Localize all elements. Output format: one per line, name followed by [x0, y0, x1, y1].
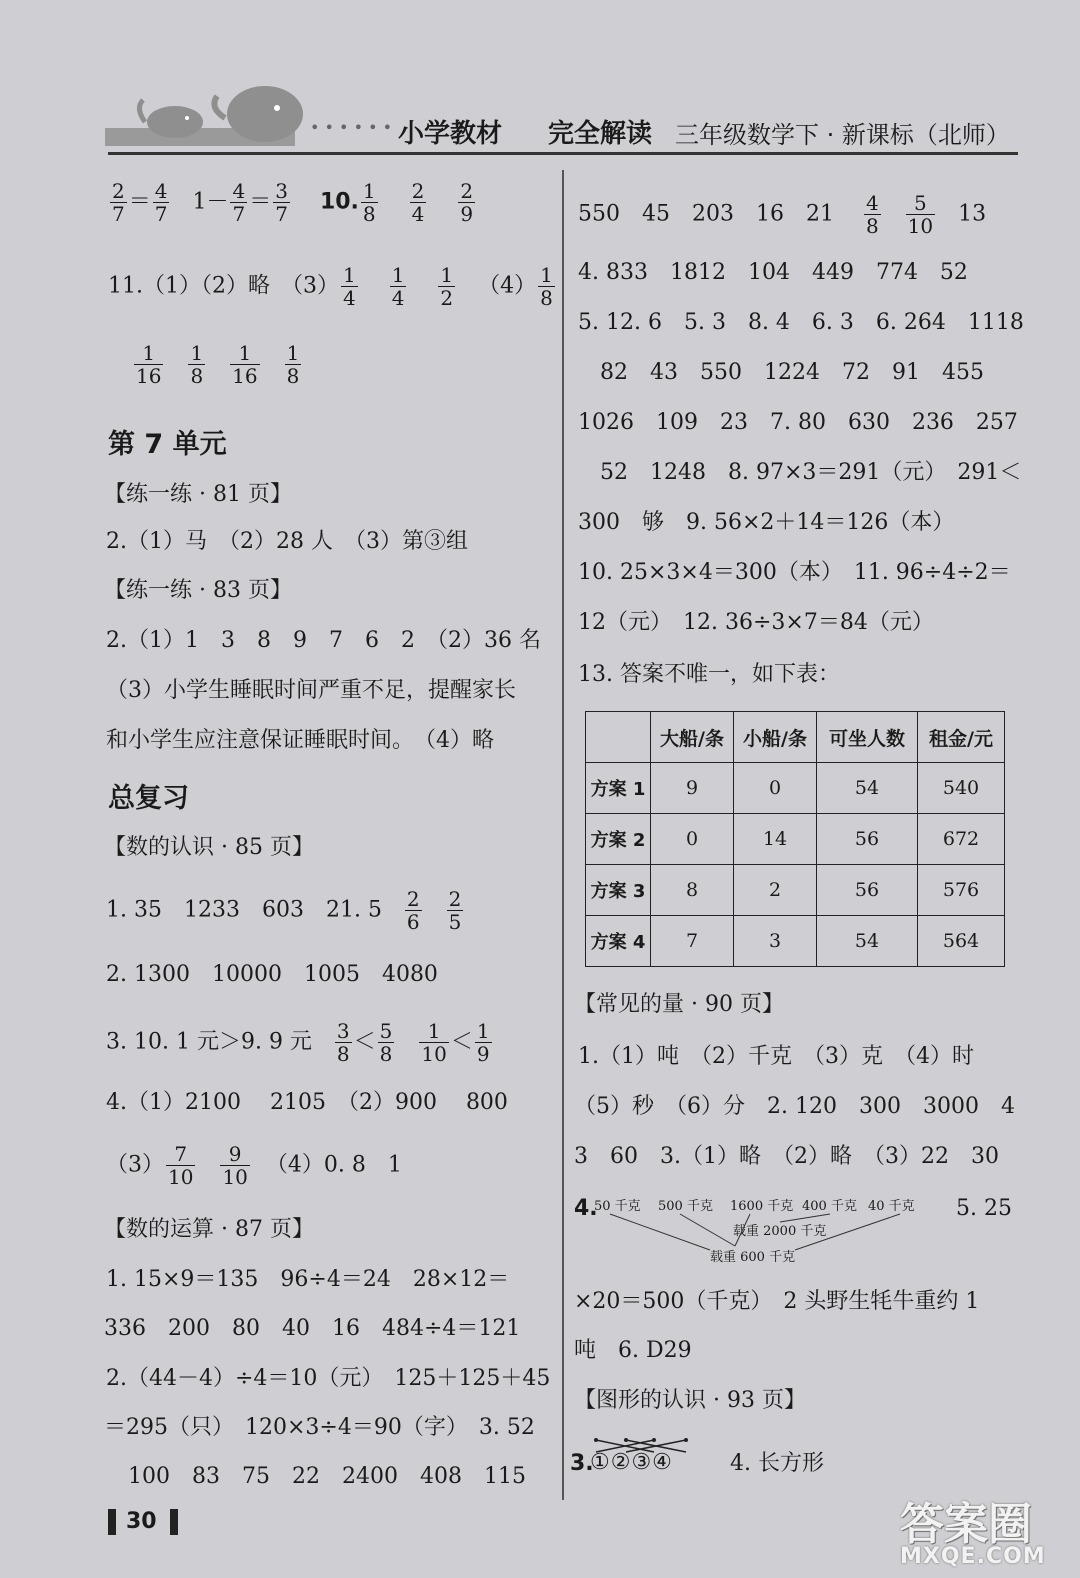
section-title: 总复习	[108, 783, 189, 814]
answer-line: 3 60 3.（1）略 （2）略 （3）22 30	[574, 1144, 999, 1169]
page-marker	[108, 1509, 116, 1535]
table-cell: 56	[817, 814, 918, 865]
weight-label: 40 千克	[868, 1199, 915, 1214]
page-marker	[170, 1509, 178, 1535]
table-cell: 方案 3	[586, 865, 651, 916]
table-header-row	[586, 712, 1005, 763]
answer-line: ×20＝500（千克） 2 头野生牦牛重约 1	[574, 1289, 980, 1314]
table-cell: 54	[817, 916, 918, 967]
subsection-title: 【图形的认识 · 93 页】	[574, 1388, 806, 1413]
answer-line: （3）小学生睡眠时间严重不足，提醒家长	[106, 678, 516, 703]
question-number: 4.	[574, 1196, 598, 1221]
subsection-title: 【数的认识 · 85 页】	[104, 835, 314, 860]
table-header-cell: 大船/条	[651, 712, 734, 763]
header-divider	[108, 152, 1018, 155]
answer-line: （3） $\frac{7}{10}$ $\frac{9}{10}$ （4）0. 8 1	[106, 1142, 402, 1189]
answer-line: $\frac{1}{16}$ $\frac{1}{8}$ $\frac{1}{16}$ $\frac{1}{8}$	[136, 341, 300, 388]
answer-line: 2.（44－4）÷4＝10（元） 125＋125＋45	[106, 1366, 551, 1391]
answer-line: 1. 15×9＝135 96÷4＝24 28×12＝	[106, 1267, 510, 1292]
header-title: 小学教材	[398, 119, 503, 149]
subsection-title: 【数的运算 · 87 页】	[104, 1217, 314, 1242]
table-header-cell: 可坐人数	[817, 712, 918, 763]
watermark-logo: 答案圈	[900, 1499, 1032, 1550]
truck-label: 载重 2000 千克	[733, 1224, 827, 1239]
table-cell: 540	[918, 763, 1005, 814]
table-cell: 8	[651, 865, 734, 916]
answer-line: 11.（1）（2）略 （3） $\frac{1}{4}$ $\frac{1}{4}$ $\frac{1}{2}$ （4） $\frac{1}{8}$	[108, 263, 553, 310]
table-row	[586, 763, 1005, 814]
answer-line: （5）秒 （6）分 2. 120 300 3000 4	[574, 1094, 1015, 1119]
table-cell: 576	[918, 865, 1005, 916]
table-row	[586, 814, 1005, 865]
answer-line: 4. 833 1812 104 449 774 52	[578, 260, 968, 285]
table-cell: 54	[817, 763, 918, 814]
table-cell: 3	[734, 916, 817, 967]
table-cell: 2	[734, 865, 817, 916]
table-header-cell	[586, 712, 651, 763]
table-cell: 56	[817, 865, 918, 916]
answer-line: 4.（1）2100 2105 （2）900 800	[106, 1090, 508, 1115]
fraction: $\frac{2}{7}$	[112, 179, 125, 226]
answer-line: 2.（1）马 （2）28 人 （3）第③组	[106, 529, 468, 554]
table-cell: 7	[651, 916, 734, 967]
table-row	[586, 865, 1005, 916]
weight-label: 1600 千克	[730, 1199, 794, 1214]
answer-line: 3. 10. 1 元＞9. 9 元 $\frac{3}{8}$ ＜ $\frac{5}{8}$ $\frac{1}{10}$ ＜ $\frac{1}{9}$	[106, 1019, 490, 1066]
answer-line: 336 200 80 40 16 484÷4＝121	[104, 1316, 521, 1341]
table-cell: 方案 2	[586, 814, 651, 865]
table-cell: 0	[734, 763, 817, 814]
answer-line: 1.（1）吨 （2）千克 （3）克 （4）时	[578, 1044, 974, 1069]
answer-line: 82 43 550 1224 72 91 455	[600, 360, 984, 385]
section-title: 第 7 单元	[108, 429, 227, 460]
answer-line: 550 45 203 16 21 $\frac{4}{8}$ $\frac{5}{10}$ 13	[578, 191, 987, 238]
table-row	[586, 916, 1005, 967]
answer-line: ＝295（只） 120×3÷4＝90（字） 3. 52	[104, 1415, 535, 1440]
table-header-cell: 租金/元	[918, 712, 1005, 763]
question-number: 3.	[570, 1451, 594, 1476]
answer-line: 300 够 9. 56×2＋14＝126（本）	[578, 510, 955, 535]
table-cell: 564	[918, 916, 1005, 967]
header-subtitle: 三年级数学下 · 新课标（北师）	[675, 121, 1010, 149]
answer-line: 4. 长方形	[730, 1451, 824, 1476]
truck-label: 载重 600 千克	[710, 1250, 796, 1265]
answer-line: 10. 25×3×4＝300（本） 11. 96÷4÷2＝	[578, 560, 1011, 585]
table-header-cell: 小船/条	[734, 712, 817, 763]
plan-table	[585, 711, 1005, 967]
answer-line: 1026 109 23 7. 80 630 236 257	[578, 410, 1018, 435]
circled-numbers: ①②③④	[590, 1450, 673, 1475]
answer-line: 2. 1300 10000 1005 4080	[106, 962, 438, 987]
watermark-url: MXQE.COM	[900, 1544, 1046, 1569]
table-cell: 672	[918, 814, 1005, 865]
answer-line: 52 1248 8. 97×3＝291（元） 291＜	[600, 460, 1022, 485]
table-cell: 14	[734, 814, 817, 865]
weight-label: 50 千克	[594, 1199, 641, 1214]
table-cell: 方案 1	[586, 763, 651, 814]
subsection-title: 【练一练 · 83 页】	[104, 578, 292, 603]
matching-lines	[590, 1210, 920, 1260]
column-divider	[562, 170, 564, 1500]
subsection-title: 【常见的量 · 90 页】	[574, 992, 784, 1017]
answer-line: 和小学生应注意保证睡眠时间。 （4）略	[106, 728, 494, 753]
subsection-title: 【练一练 · 81 页】	[104, 482, 292, 507]
header-title-2: 完全解读	[548, 119, 653, 149]
answer-line: 5. 12. 6 5. 3 8. 4 6. 3 6. 264 1118	[578, 310, 1024, 335]
weight-label: 400 千克	[802, 1199, 857, 1214]
table-cell: 方案 4	[586, 916, 651, 967]
answer-line: 100 83 75 22 2400 408 115	[128, 1464, 526, 1489]
answer-line: 1. 35 1233 603 21. 5 $\frac{2}{6}$ $\frac{2}{5}$	[106, 887, 462, 934]
answer-line: 12（元） 12. 36÷3×7＝84（元）	[578, 610, 934, 635]
answer-line: 2.（1）1 3 8 9 7 6 2 （2）36 名	[106, 628, 541, 653]
answer-line: 吨 6. D29	[574, 1338, 692, 1363]
answer-line: $\frac{2}{7}$ ＝ $\frac{4}{7}$ 1－ $\frac{4}{7}$ ＝ $\frac{3}{7}$ 10. $\frac{1}{8}$ $\frac{2}{4}$ $\frac{2}{9}$	[112, 179, 474, 226]
weight-label: 500 千克	[658, 1199, 713, 1214]
table-cell: 9	[651, 763, 734, 814]
page-number: 30	[126, 1509, 157, 1534]
table-cell: 0	[651, 814, 734, 865]
answer-line: 5. 25	[956, 1196, 1012, 1221]
header-dots: • • • • • •	[310, 118, 393, 137]
answer-line: 13. 答案不唯一，如下表：	[578, 662, 840, 687]
